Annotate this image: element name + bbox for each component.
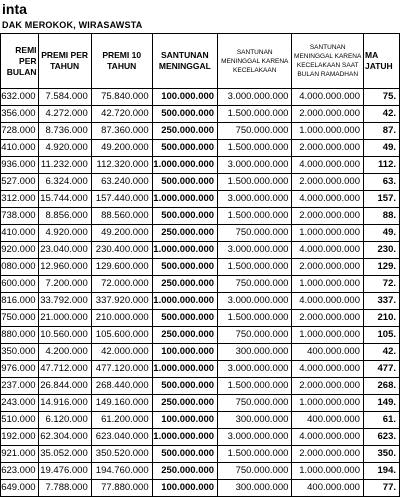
cell-premi-per-tahun[interactable]: 4.272.000 [38, 106, 91, 123]
cell-premi-10-tahun[interactable]: 49.200.000 [91, 225, 152, 242]
cell-premi-per-bulan[interactable]: 936.000 [1, 157, 39, 174]
cell-manfaat-jatuh-tempo[interactable]: 350. [363, 446, 399, 463]
cell-premi-per-tahun[interactable]: 19.476.000 [38, 463, 91, 480]
cell-premi-per-tahun[interactable]: 47.712.000 [38, 361, 91, 378]
cell-premi-per-bulan[interactable]: 976.000 [1, 361, 39, 378]
cell-manfaat-jatuh-tempo[interactable]: 149. [363, 395, 399, 412]
cell-premi-per-bulan[interactable]: 243.000 [1, 395, 39, 412]
cell-manfaat-jatuh-tempo[interactable]: 623. [363, 429, 399, 446]
cell-santunan-ramadhan[interactable]: 400.000.000 [292, 344, 364, 361]
cell-santunan-meninggal[interactable]: 500.000.000 [152, 174, 217, 191]
table-row [1, 259, 400, 276]
cell-santunan-meninggal[interactable]: 500.000.000 [152, 259, 217, 276]
cell-santunan-kecelakaan[interactable]: 1.500.000.000 [218, 378, 292, 395]
cell-santunan-meninggal[interactable]: 250.000.000 [152, 327, 217, 344]
cell-manfaat-jatuh-tempo[interactable]: 63. [363, 174, 399, 191]
table-row [1, 480, 400, 497]
cell-santunan-kecelakaan[interactable]: 1.500.000.000 [218, 310, 292, 327]
cell-premi-per-bulan[interactable]: 350.000 [1, 344, 39, 361]
table-row [1, 106, 400, 123]
header-premi-10-tahun[interactable]: PREMI 10 TAHUN [91, 34, 152, 89]
cell-manfaat-jatuh-tempo[interactable]: 210. [363, 310, 399, 327]
cell-santunan-meninggal[interactable]: 500.000.000 [152, 378, 217, 395]
cell-santunan-meninggal[interactable]: 250.000.000 [152, 463, 217, 480]
cell-premi-per-bulan[interactable]: 080.000 [1, 259, 39, 276]
cell-santunan-kecelakaan[interactable]: 300.000.000 [218, 412, 292, 429]
cell-premi-per-tahun[interactable]: 15.744.000 [38, 191, 91, 208]
cell-premi-per-tahun[interactable]: 33.792.000 [38, 293, 91, 310]
cell-santunan-meninggal[interactable]: 1.000.000.000 [152, 191, 217, 208]
table-row [1, 395, 400, 412]
cell-santunan-ramadhan[interactable]: 4.000.000.000 [292, 191, 364, 208]
cell-premi-per-tahun[interactable]: 7.788.000 [38, 480, 91, 497]
cell-premi-10-tahun[interactable]: 42.000.000 [91, 344, 152, 361]
cell-manfaat-jatuh-tempo[interactable]: 72. [363, 276, 399, 293]
cell-santunan-ramadhan[interactable]: 1.000.000.000 [292, 395, 364, 412]
cell-premi-per-bulan[interactable]: 632.000 [1, 89, 39, 106]
cell-santunan-kecelakaan[interactable]: 3.000.000.000 [218, 242, 292, 259]
cell-santunan-ramadhan[interactable]: 1.000.000.000 [292, 463, 364, 480]
cell-premi-10-tahun[interactable]: 105.600.000 [91, 327, 152, 344]
table-row [1, 157, 400, 174]
cell-manfaat-jatuh-tempo[interactable]: 230. [363, 242, 399, 259]
cell-manfaat-jatuh-tempo[interactable]: 337. [363, 293, 399, 310]
cell-manfaat-jatuh-tempo[interactable]: 88. [363, 208, 399, 225]
cell-premi-per-tahun[interactable]: 14.916.000 [38, 395, 91, 412]
cell-premi-per-tahun[interactable]: 4.920.000 [38, 140, 91, 157]
cell-manfaat-jatuh-tempo[interactable]: 477. [363, 361, 399, 378]
cell-santunan-kecelakaan[interactable]: 300.000.000 [218, 480, 292, 497]
cell-santunan-ramadhan[interactable]: 2.000.000.000 [292, 174, 364, 191]
cell-santunan-meninggal[interactable]: 500.000.000 [152, 208, 217, 225]
cell-santunan-kecelakaan[interactable]: 750.000.000 [218, 276, 292, 293]
cell-santunan-ramadhan[interactable]: 4.000.000.000 [292, 361, 364, 378]
premium-table [0, 33, 400, 497]
cell-santunan-meninggal[interactable]: 1.000.000.000 [152, 157, 217, 174]
cell-santunan-ramadhan[interactable]: 400.000.000 [292, 412, 364, 429]
cell-santunan-kecelakaan[interactable]: 1.500.000.000 [218, 174, 292, 191]
table-row [1, 412, 400, 429]
cell-santunan-meninggal[interactable]: 500.000.000 [152, 140, 217, 157]
cell-manfaat-jatuh-tempo[interactable]: 105. [363, 327, 399, 344]
cell-santunan-kecelakaan[interactable]: 300.000.000 [218, 344, 292, 361]
cell-premi-per-bulan[interactable]: 880.000 [1, 327, 39, 344]
cell-santunan-meninggal[interactable]: 100.000.000 [152, 412, 217, 429]
cell-santunan-ramadhan[interactable]: 2.000.000.000 [292, 259, 364, 276]
cell-premi-10-tahun[interactable]: 194.760.000 [91, 463, 152, 480]
cell-manfaat-jatuh-tempo[interactable]: 77. [363, 480, 399, 497]
header-premi-per-bulan[interactable]: REMI PER BULAN [1, 34, 39, 89]
header-manfaat-jatuh-tempo[interactable]: MA JATUH [363, 34, 399, 89]
header-santunan-meninggal[interactable]: SANTUNAN MENINGGAL [152, 34, 217, 89]
cell-santunan-meninggal[interactable]: 100.000.000 [152, 344, 217, 361]
cell-santunan-meninggal[interactable]: 500.000.000 [152, 106, 217, 123]
cell-manfaat-jatuh-tempo[interactable]: 61. [363, 412, 399, 429]
cell-premi-10-tahun[interactable]: 477.120.000 [91, 361, 152, 378]
cell-premi-per-bulan[interactable]: 410.000 [1, 140, 39, 157]
cell-premi-per-bulan[interactable]: 728.000 [1, 123, 39, 140]
cell-santunan-kecelakaan[interactable]: 1.500.000.000 [218, 140, 292, 157]
cell-santunan-ramadhan[interactable]: 2.000.000.000 [292, 140, 364, 157]
cell-santunan-meninggal[interactable]: 1.000.000.000 [152, 429, 217, 446]
cell-premi-per-tahun[interactable]: 10.560.000 [38, 327, 91, 344]
cell-santunan-ramadhan[interactable]: 2.000.000.000 [292, 208, 364, 225]
cell-premi-per-bulan[interactable]: 237.000 [1, 378, 39, 395]
cell-premi-10-tahun[interactable]: 63.240.000 [91, 174, 152, 191]
cell-santunan-kecelakaan[interactable]: 1.500.000.000 [218, 259, 292, 276]
cell-premi-per-tahun[interactable]: 21.000.000 [38, 310, 91, 327]
cell-santunan-meninggal[interactable]: 250.000.000 [152, 225, 217, 242]
cell-santunan-kecelakaan[interactable]: 3.000.000.000 [218, 429, 292, 446]
cell-manfaat-jatuh-tempo[interactable]: 129. [363, 259, 399, 276]
cell-santunan-ramadhan[interactable]: 4.000.000.000 [292, 89, 364, 106]
table-row [1, 123, 400, 140]
cell-premi-per-tahun[interactable]: 12.960.000 [38, 259, 91, 276]
cell-premi-per-tahun[interactable]: 26.844.000 [38, 378, 91, 395]
cell-manfaat-jatuh-tempo[interactable]: 157. [363, 191, 399, 208]
cell-santunan-ramadhan[interactable]: 2.000.000.000 [292, 378, 364, 395]
cell-santunan-ramadhan[interactable]: 4.000.000.000 [292, 429, 364, 446]
cell-santunan-ramadhan[interactable]: 1.000.000.000 [292, 123, 364, 140]
cell-premi-per-bulan[interactable]: 649.000 [1, 480, 39, 497]
cell-santunan-ramadhan[interactable]: 1.000.000.000 [292, 276, 364, 293]
cell-santunan-kecelakaan[interactable]: 3.000.000.000 [218, 191, 292, 208]
table-row [1, 89, 400, 106]
cell-santunan-kecelakaan[interactable]: 750.000.000 [218, 395, 292, 412]
cell-premi-10-tahun[interactable]: 350.520.000 [91, 446, 152, 463]
cell-manfaat-jatuh-tempo[interactable]: 42. [363, 106, 399, 123]
cell-premi-per-bulan[interactable]: 738.000 [1, 208, 39, 225]
cell-premi-per-tahun[interactable]: 4.920.000 [38, 225, 91, 242]
cell-manfaat-jatuh-tempo[interactable]: 75. [363, 89, 399, 106]
cell-manfaat-jatuh-tempo[interactable]: 194. [363, 463, 399, 480]
cell-santunan-meninggal[interactable]: 500.000.000 [152, 310, 217, 327]
cell-premi-per-bulan[interactable]: 527.000 [1, 174, 39, 191]
cell-premi-per-bulan[interactable]: 312.000 [1, 191, 39, 208]
cell-santunan-meninggal[interactable]: 250.000.000 [152, 276, 217, 293]
cell-santunan-kecelakaan[interactable]: 750.000.000 [218, 123, 292, 140]
cell-premi-per-tahun[interactable]: 4.200.000 [38, 344, 91, 361]
cell-santunan-meninggal[interactable]: 250.000.000 [152, 123, 217, 140]
table-row [1, 327, 400, 344]
cell-santunan-kecelakaan[interactable]: 1.500.000.000 [218, 446, 292, 463]
cell-premi-per-bulan[interactable]: 623.000 [1, 463, 39, 480]
cell-santunan-kecelakaan[interactable]: 1.500.000.000 [218, 208, 292, 225]
cell-premi-10-tahun[interactable]: 112.320.000 [91, 157, 152, 174]
cell-premi-10-tahun[interactable]: 149.160.000 [91, 395, 152, 412]
cell-premi-per-tahun[interactable]: 7.584.000 [38, 89, 91, 106]
cell-santunan-meninggal[interactable]: 1.000.000.000 [152, 361, 217, 378]
cell-santunan-meninggal[interactable]: 100.000.000 [152, 89, 217, 106]
cell-premi-10-tahun[interactable]: 210.000.000 [91, 310, 152, 327]
cell-santunan-kecelakaan[interactable]: 3.000.000.000 [218, 361, 292, 378]
cell-santunan-kecelakaan[interactable]: 3.000.000.000 [218, 293, 292, 310]
cell-premi-per-bulan[interactable]: 816.000 [1, 293, 39, 310]
cell-santunan-kecelakaan[interactable]: 1.500.000.000 [218, 106, 292, 123]
cell-premi-per-bulan[interactable]: 192.000 [1, 429, 39, 446]
cell-santunan-ramadhan[interactable]: 4.000.000.000 [292, 242, 364, 259]
cell-premi-per-bulan[interactable]: 920.000 [1, 242, 39, 259]
cell-santunan-kecelakaan[interactable]: 3.000.000.000 [218, 89, 292, 106]
cell-premi-10-tahun[interactable]: 623.040.000 [91, 429, 152, 446]
cell-santunan-kecelakaan[interactable]: 750.000.000 [218, 225, 292, 242]
cell-premi-per-bulan[interactable]: 750.000 [1, 310, 39, 327]
cell-premi-10-tahun[interactable]: 157.440.000 [91, 191, 152, 208]
table-row [1, 378, 400, 395]
table-row [1, 225, 400, 242]
cell-premi-10-tahun[interactable]: 77.880.000 [91, 480, 152, 497]
cell-premi-per-bulan[interactable]: 356.000 [1, 106, 39, 123]
table-row [1, 446, 400, 463]
cell-premi-10-tahun[interactable]: 88.560.000 [91, 208, 152, 225]
table-row [1, 293, 400, 310]
cell-premi-10-tahun[interactable]: 230.400.000 [91, 242, 152, 259]
cell-premi-per-tahun[interactable]: 62.304.000 [38, 429, 91, 446]
sheet-title: inta [2, 1, 27, 17]
cell-manfaat-jatuh-tempo[interactable]: 268. [363, 378, 399, 395]
table-row [1, 463, 400, 480]
cell-premi-10-tahun[interactable]: 42.720.000 [91, 106, 152, 123]
cell-santunan-ramadhan[interactable]: 2.000.000.000 [292, 446, 364, 463]
cell-premi-per-bulan[interactable]: 410.000 [1, 225, 39, 242]
cell-premi-10-tahun[interactable]: 268.440.000 [91, 378, 152, 395]
table-row [1, 208, 400, 225]
table-row [1, 191, 400, 208]
cell-premi-10-tahun[interactable]: 337.920.000 [91, 293, 152, 310]
header-santunan-ramadhan[interactable]: SANTUNAN MENINGGAL KARENA KECELAKAAN SAAT BULAN RAMADHAN [292, 34, 364, 89]
cell-premi-per-bulan[interactable]: 921.000 [1, 446, 39, 463]
table-row [1, 310, 400, 327]
cell-manfaat-jatuh-tempo[interactable]: 49. [363, 140, 399, 157]
cell-santunan-meninggal[interactable]: 500.000.000 [152, 446, 217, 463]
header-premi-per-tahun[interactable]: PREMI PER TAHUN [38, 34, 91, 89]
table-row [1, 140, 400, 157]
cell-premi-per-tahun[interactable]: 7.200.000 [38, 276, 91, 293]
cell-santunan-ramadhan[interactable]: 1.000.000.000 [292, 225, 364, 242]
cell-premi-10-tahun[interactable]: 72.000.000 [91, 276, 152, 293]
cell-santunan-ramadhan[interactable]: 4.000.000.000 [292, 157, 364, 174]
cell-premi-10-tahun[interactable]: 49.200.000 [91, 140, 152, 157]
cell-santunan-meninggal[interactable]: 1.000.000.000 [152, 293, 217, 310]
cell-manfaat-jatuh-tempo[interactable]: 87. [363, 123, 399, 140]
table-row [1, 429, 400, 446]
cell-premi-10-tahun[interactable]: 75.840.000 [91, 89, 152, 106]
cell-santunan-kecelakaan[interactable]: 750.000.000 [218, 463, 292, 480]
header-row [1, 34, 400, 89]
cell-premi-per-tahun[interactable]: 6.324.000 [38, 174, 91, 191]
cell-premi-per-tahun[interactable]: 11.232.000 [38, 157, 91, 174]
cell-premi-per-bulan[interactable]: 600.000 [1, 276, 39, 293]
cell-premi-per-tahun[interactable]: 23.040.000 [38, 242, 91, 259]
cell-santunan-ramadhan[interactable]: 2.000.000.000 [292, 310, 364, 327]
cell-santunan-meninggal[interactable]: 1.000.000.000 [152, 242, 217, 259]
cell-premi-per-tahun[interactable]: 8.856.000 [38, 208, 91, 225]
table-row [1, 242, 400, 259]
cell-premi-10-tahun[interactable]: 87.360.000 [91, 123, 152, 140]
cell-santunan-ramadhan[interactable]: 2.000.000.000 [292, 106, 364, 123]
header-santunan-kecelakaan[interactable]: SANTUNAN MENINGGAL KARENA KECELAKAAN [218, 34, 292, 89]
cell-manfaat-jatuh-tempo[interactable]: 42. [363, 344, 399, 361]
sheet-subtitle: DAK MEROKOK, WIRASAWSTA [2, 20, 143, 30]
cell-premi-per-tahun[interactable]: 35.052.000 [38, 446, 91, 463]
table-row [1, 276, 400, 293]
cell-manfaat-jatuh-tempo[interactable]: 49. [363, 225, 399, 242]
table-row [1, 344, 400, 361]
cell-santunan-meninggal[interactable]: 250.000.000 [152, 395, 217, 412]
cell-santunan-ramadhan[interactable]: 4.000.000.000 [292, 293, 364, 310]
cell-premi-10-tahun[interactable]: 129.600.000 [91, 259, 152, 276]
table-row [1, 174, 400, 191]
cell-premi-per-bulan[interactable]: 510.000 [1, 412, 39, 429]
cell-santunan-kecelakaan[interactable]: 3.000.000.000 [218, 157, 292, 174]
cell-premi-10-tahun[interactable]: 61.200.000 [91, 412, 152, 429]
cell-santunan-ramadhan[interactable]: 400.000.000 [292, 480, 364, 497]
cell-premi-per-tahun[interactable]: 6.120.000 [38, 412, 91, 429]
cell-santunan-meninggal[interactable]: 100.000.000 [152, 480, 217, 497]
cell-manfaat-jatuh-tempo[interactable]: 112. [363, 157, 399, 174]
cell-santunan-kecelakaan[interactable]: 750.000.000 [218, 327, 292, 344]
cell-premi-per-tahun[interactable]: 8.736.000 [38, 123, 91, 140]
table-row [1, 361, 400, 378]
cell-santunan-ramadhan[interactable]: 1.000.000.000 [292, 327, 364, 344]
